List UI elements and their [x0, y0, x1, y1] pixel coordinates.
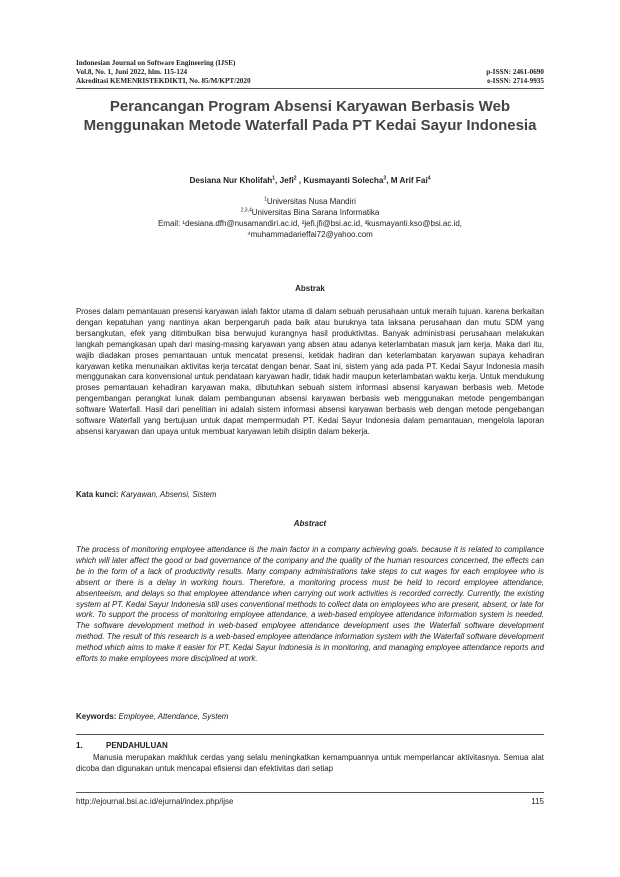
- abstract-text: The process of monitoring employee attendance is the main factor in a company achieving goals. because it is related to compliance which will later affect the good or bad governance of the company and the quality of the human resources concerned, the effects can be in the form of a lack of productivity results. Many company administrations take steps to cut wages for each employee who is absent or there is a delay in working hours. Therefore, a monitoring process must be held to record employee attendance, absenteeism, and delays so that employee attendance when carrying out work activities is recorded correctly. Currently, the existing system at PT. Kedai Sayur Indonesia still uses conventional methods to collect data on employees who are present, absent, or late for work. To support the process of monitoring employee attendance, a web-based employee attendance information system is needed. The software development method in web-based employee attendance development uses the Waterfall software development method. The result of this research is a web-based employee attendance information system with the Waterfall software development method which aims to make it easier for PT. Kedai Sayur Indonesia is in monitoring, and managing employee attendance reports and efforts to make employees more disciplined at work.: [76, 545, 544, 664]
- p-issn: p-ISSN: 2461-0690: [486, 68, 544, 76]
- author-sep: ,: [296, 176, 304, 185]
- author-name: Desiana Nur Kholifah: [189, 176, 273, 185]
- keywords-value: Employee, Attendance, System: [118, 712, 229, 721]
- footer-rule: [76, 792, 544, 793]
- page-number: 115: [531, 797, 544, 806]
- email-line-1: Email: ¹desiana.dfh@nusamandiri.ac.id, ²jefi.jfi@bsi.ac.id, ³kusmayanti.kso@bsi.ac.id,: [157, 219, 463, 228]
- abstrak-keywords: [76, 489, 544, 500]
- section-body: Manusia merupakan makhluk cerdas yang selalu meningkatkan kemampuannya untuk memperlancar aktivitasnya. Semua alat dicoba dan digunakan untuk mencapai efisiensi dan efektivitas dari setiap: [76, 753, 544, 773]
- author-sep: ,: [386, 176, 391, 185]
- journal-name: Indonesian Journal on Software Engineering (IJSE): [76, 59, 236, 67]
- footer-url: http://ejournal.bsi.ac.id/ejurnal/index.php/ijse: [76, 797, 234, 806]
- abstrak-heading: Abstrak: [295, 284, 325, 293]
- journal-header: [76, 59, 406, 86]
- header-rule: [76, 88, 544, 89]
- author-sup: 3: [383, 175, 387, 182]
- e-issn: e-ISSN: 2714-9935: [487, 77, 544, 85]
- affiliation-1: $^1$Universitas Nusa Mandiri: [264, 196, 356, 206]
- section-heading: [76, 741, 168, 750]
- abstract-keywords: [76, 711, 544, 722]
- journal-volume: Vol.8, No. 1, Juni 2022, hlm. 115-124: [76, 68, 188, 76]
- section-rule: [76, 734, 544, 735]
- author-list: [76, 176, 544, 185]
- author-name: M Arif Fai: [390, 176, 428, 185]
- paper-title: Perancangan Program Absensi Karyawan Berbasis Web Menggunakan Metode Waterfall Pada PT Kedai Sayur Indonesia: [83, 98, 537, 134]
- author-sup: 4: [427, 175, 431, 182]
- author-sup: 2: [293, 175, 297, 182]
- author-name: Kusmayanti Solecha: [303, 176, 384, 185]
- author-sep: ,: [275, 176, 280, 185]
- issn-block: [394, 68, 544, 86]
- affiliation-2: $^{2,3,4}$Universitas Bina Sarana Informatika: [240, 207, 380, 217]
- author-sup: 1: [272, 175, 276, 182]
- section-number: 1.: [76, 741, 83, 750]
- keywords-label: Keywords:: [76, 712, 117, 721]
- keywords-label: Kata kunci:: [76, 490, 119, 499]
- abstract-heading: Abstract: [293, 519, 327, 528]
- journal-accreditation: Akreditasi KEMENRISTEKDIKTI, No. 85/M/KPT/2020: [76, 77, 251, 85]
- section-title: PENDAHULUAN: [106, 741, 168, 750]
- affiliations: [76, 196, 544, 240]
- abstrak-text: Proses dalam pemantauan presensi karyawan ialah faktor utama di dalam sebuah perusahaan untuk meraih tujuan. karena berkaitan dengan kepatuhan yang nantinya akan berpengaruh pada baik atau buruknya tata laksana perusahaan dan mutu SDM yang bersangkutan, efek yang ditimbulkan bisa berwujud kurangnya hasil produktivitas. Banyak administrasi perusahaan melakukan langkah pemangkasan upah dari masing-masing karyawan yang absen atau adanya keterlambatan masuk jam kerja. Maka dari itu, wajib diadakan proses pemantauan untuk mencatat presensi, ketidak hadiran dan keterlambatan karyawan supaya kehadiran karyawan ketika menunaikan aktivitas kerja tercatat dengan benar. Saat ini, sistem yang ada pada PT. Kedai Sayur Indonesia masih menggunakan cara konvensional untuk pendataan karyawan hadir, tidak hadir maupun keterlambatan waktu kerja. Untuk mendukung proses pemantauan kehadiran karyawan maka, dibutuhkan sebuah sistem informasi absensi karyawan berbasis web. Metode pengembangan perangkat lunak dalam pembangunan absensi karyawan berbasis web menggunakan metode pengembangan software Waterfall. Hasil dari penelitian ini adalah sistem informasi absensi karyawan berbasis web dengan metode pengebangan software Waterfall yang bertujuan untuk dapat mempermudah PT. Kedai Sayur Indonesia dalam pemantauan, mengelola laporan absensi karyawan dan upaya untuk membuat karyawan lebih disiplin dalam bekerja.: [76, 307, 544, 436]
- email-line-2: ⁴muhammadarieffai72@yahoo.com: [247, 230, 373, 239]
- author-name: Jefi: [279, 176, 294, 185]
- keywords-value: Karyawan, Absensi, Sistem: [120, 490, 217, 499]
